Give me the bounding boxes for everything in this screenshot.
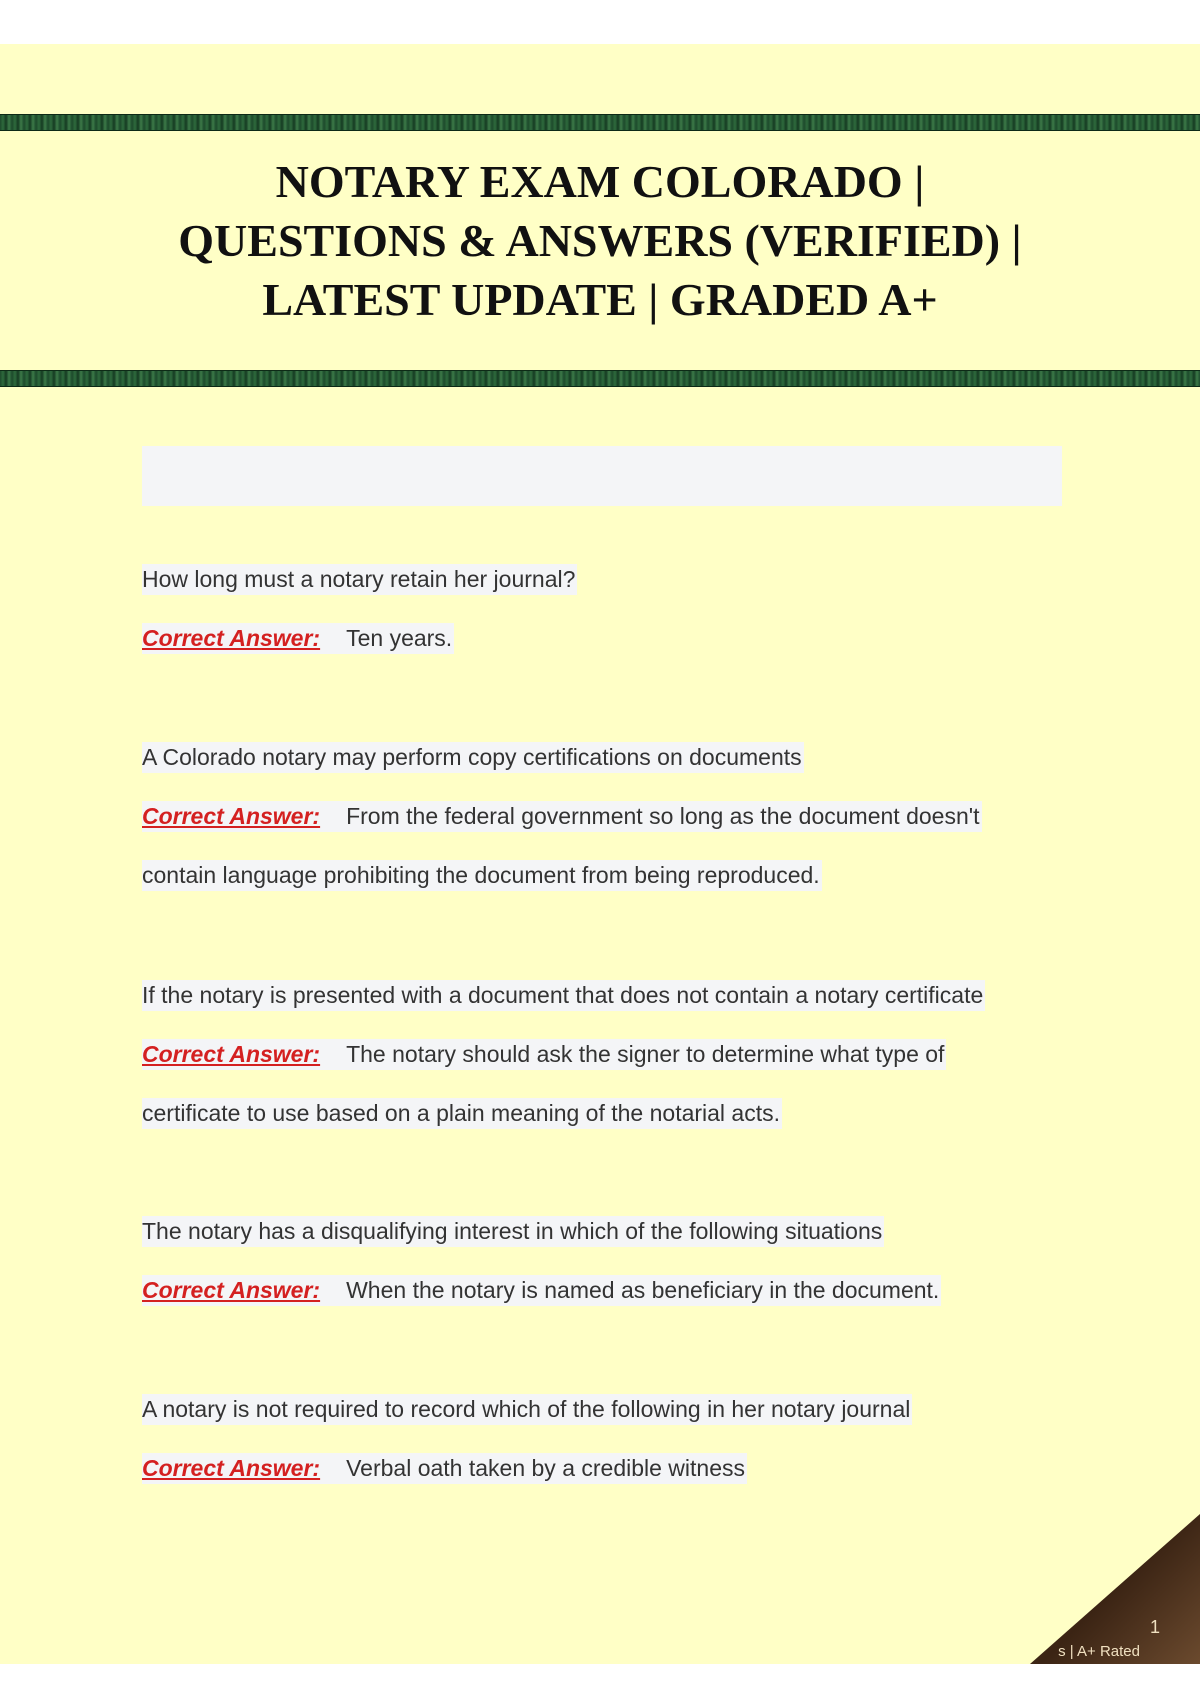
answer-line — [142, 1275, 941, 1306]
title-line: LATEST UPDATE | GRADED A+ — [262, 274, 938, 325]
title-line: QUESTIONS & ANSWERS (VERIFIED) | — [178, 215, 1022, 266]
blank-highlight-box — [142, 446, 1062, 506]
correct-answer-label: Correct Answer: — [142, 1455, 321, 1481]
question-text: A Colorado notary may perform copy certifications on documents — [142, 742, 804, 773]
answer-text: Ten years. — [346, 625, 453, 651]
answer-line — [142, 1453, 747, 1484]
qa-item — [142, 980, 1062, 1157]
qa-item — [142, 742, 1062, 919]
correct-answer-label: Correct Answer: — [142, 803, 321, 829]
correct-answer-label: Correct Answer: — [142, 625, 321, 651]
qa-item — [142, 1394, 1062, 1512]
answer-continuation: certificate to use based on a plain meaning of the notarial acts. — [142, 1098, 782, 1129]
answer-text: When the notary is named as beneficiary in the document. — [346, 1277, 940, 1303]
question-text: How long must a notary retain her journal? — [142, 564, 577, 595]
top-decorative-band — [0, 114, 1200, 131]
correct-answer-label: Correct Answer: — [142, 1041, 321, 1067]
answer-text: From the federal government so long as the document doesn't — [346, 803, 980, 829]
question-text: A notary is not required to record which of the following in her notary journal — [142, 1394, 912, 1425]
page-number: 1 — [1149, 1617, 1160, 1637]
question-text: If the notary is presented with a document that does not contain a notary certificate — [142, 980, 985, 1011]
answer-line — [142, 801, 982, 832]
question-text: The notary has a disqualifying interest in which of the following situations — [142, 1216, 884, 1247]
footer-text: s | A+ Rated — [1058, 1643, 1140, 1660]
title-line: NOTARY EXAM COLORADO | — [275, 156, 925, 207]
page-corner-decoration — [1030, 1514, 1200, 1664]
correct-answer-label: Correct Answer: — [142, 1277, 321, 1303]
qa-item — [142, 1216, 1062, 1334]
qa-item — [142, 564, 1062, 682]
answer-continuation: contain language prohibiting the document from being reproduced. — [142, 860, 822, 891]
bottom-decorative-band — [0, 370, 1200, 387]
answer-text: Verbal oath taken by a credible witness — [346, 1455, 745, 1481]
answer-line — [142, 1039, 946, 1070]
answer-line — [142, 623, 454, 654]
document-title — [60, 152, 1140, 329]
answer-text: The notary should ask the signer to determine what type of — [346, 1041, 945, 1067]
document-page — [0, 44, 1200, 1664]
